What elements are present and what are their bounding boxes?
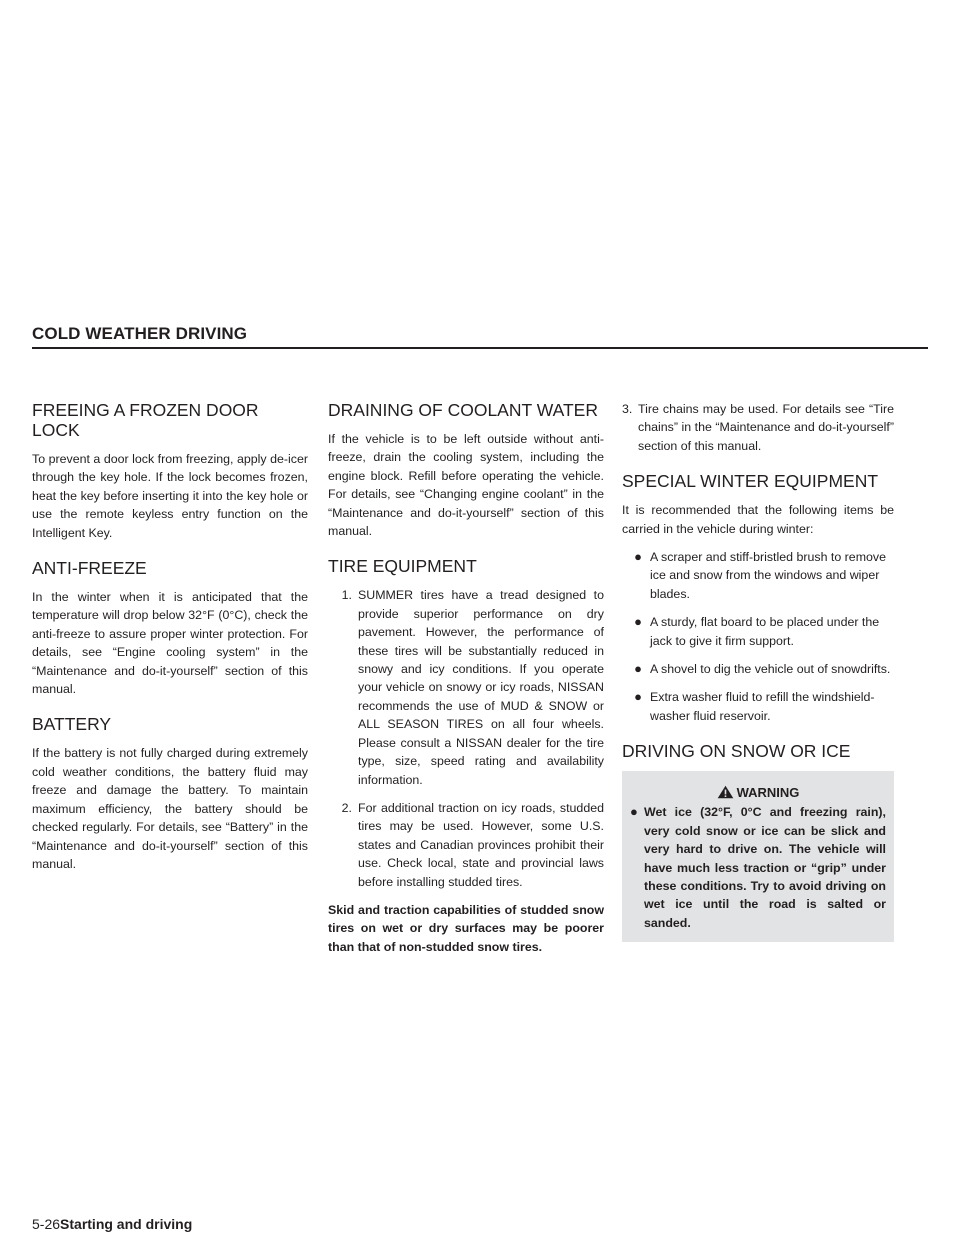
bullet-icon: ● <box>630 804 638 820</box>
warning-text: Wet ice (32°F, 0°C and freezing rain), very cold snow or ice can be slick and very hard to drive on. The vehicle will have much less traction or “grip” under these conditions. Try to avoid driving on wet ice until the road is salted or sanded. <box>644 805 886 930</box>
list-item <box>622 400 894 455</box>
item-text: For additional traction on icy roads, studded tires may be used. However, some U.S. states and Canadian provinces prohibit their use. Check local, state and provincial laws before installing studded tires. <box>358 800 604 889</box>
heading-door-lock: FREEING A FROZEN DOOR LOCK <box>32 400 259 440</box>
list-item <box>328 586 604 788</box>
heading-anti-freeze: ANTI-FREEZE <box>32 558 147 579</box>
warning-item <box>630 803 886 932</box>
heading-winter-equipment: SPECIAL WINTER EQUIPMENT <box>622 471 879 492</box>
warning-header <box>630 771 886 803</box>
column-2 <box>328 400 604 956</box>
warning-box <box>622 771 894 942</box>
anti-freeze-text: In the winter when it is anticipated that the temperature will drop below 32°F (0°C), check the anti-freeze to assure proper winter protection. For details, see “Engine cooling system” in the “Maintenance and do-it-yourself” section of this manual. <box>32 590 308 697</box>
item-number: 1. <box>341 588 352 603</box>
list-item <box>622 660 894 678</box>
warning-icon <box>717 785 734 799</box>
section-header: COLD WEATHER DRIVING <box>32 324 248 343</box>
item-text: Extra washer fluid to refill the windshield-washer fluid reservoir. <box>650 690 875 723</box>
door-lock-text: To prevent a door lock from freezing, apply de-icer through the key hole. If the lock becomes frozen, heat the key before inserting it into the key hole or use the remote keyless entry function on the Intelligent Key. <box>32 452 308 540</box>
heading-tire-equipment: TIRE EQUIPMENT <box>328 556 477 577</box>
studded-tires-note: Skid and traction capabilities of studded snow tires on wet or dry surfaces may be poorer than that of non-studded snow tires. <box>328 902 604 954</box>
column-1 <box>32 400 308 889</box>
list-item <box>328 799 604 891</box>
item-text: A shovel to dig the vehicle out of snowdrifts. <box>650 662 891 677</box>
warning-title: WARNING <box>736 784 800 800</box>
item-text: Tire chains may be used. For details see “Tire chains” in the “Maintenance and do-it-yourself” section of this manual. <box>638 402 894 453</box>
page-number: 5-26 <box>32 1216 61 1232</box>
page-footer <box>32 1216 192 1232</box>
list-item <box>622 613 894 650</box>
item-text: A sturdy, flat board to be placed under the jack to give it firm support. <box>650 615 880 648</box>
heading-snow-ice: DRIVING ON SNOW OR ICE <box>622 741 851 762</box>
chapter-title: Starting and driving <box>60 1216 193 1232</box>
item-text: A scraper and stiff-bristled brush to remove ice and snow from the windows and wiper blades. <box>650 550 886 601</box>
item-number: 2. <box>341 800 352 815</box>
heading-battery: BATTERY <box>32 714 112 735</box>
header-rule <box>32 347 928 349</box>
bullet-icon: ● <box>634 689 642 705</box>
heading-coolant: DRAINING OF COOLANT WATER <box>328 400 598 420</box>
battery-text: If the battery is not fully charged during extremely cold weather conditions, the battery fluid may freeze and damage the battery. To maintain maximum efficiency, the battery should be checked regularly. For details, see “Battery” in the “Maintenance and do-it-yourself” section of this manual. <box>32 746 308 871</box>
column-3 <box>622 400 894 942</box>
bullet-icon: ● <box>634 549 642 565</box>
coolant-text: If the vehicle is to be left outside without anti-freeze, drain the cooling system, including the engine block. Refill before operating the vehicle. For details, see “Changing engine coolant” in the “Maintenance and do-it-yourself” section of this manual. <box>328 432 604 539</box>
item-number: 3. <box>622 402 633 416</box>
list-item <box>622 688 894 725</box>
bullet-icon: ● <box>634 614 642 630</box>
list-item <box>622 548 894 603</box>
winter-equipment-text: It is recommended that the following items be carried in the vehicle during winter: <box>622 503 894 536</box>
bullet-icon: ● <box>634 661 642 677</box>
item-text: SUMMER tires have a tread designed to provide superior performance on dry pavement. However, the performance of these tires will be substantially reduced in snowy and icy conditions. If you operate your vehicle on snowy or icy roads, NISSAN recommends the use of MUD & SNOW or ALL SEASON TIRES on all four wheels. Please consult a NISSAN dealer for the tire type, size, speed rating and availability information. <box>358 588 604 787</box>
